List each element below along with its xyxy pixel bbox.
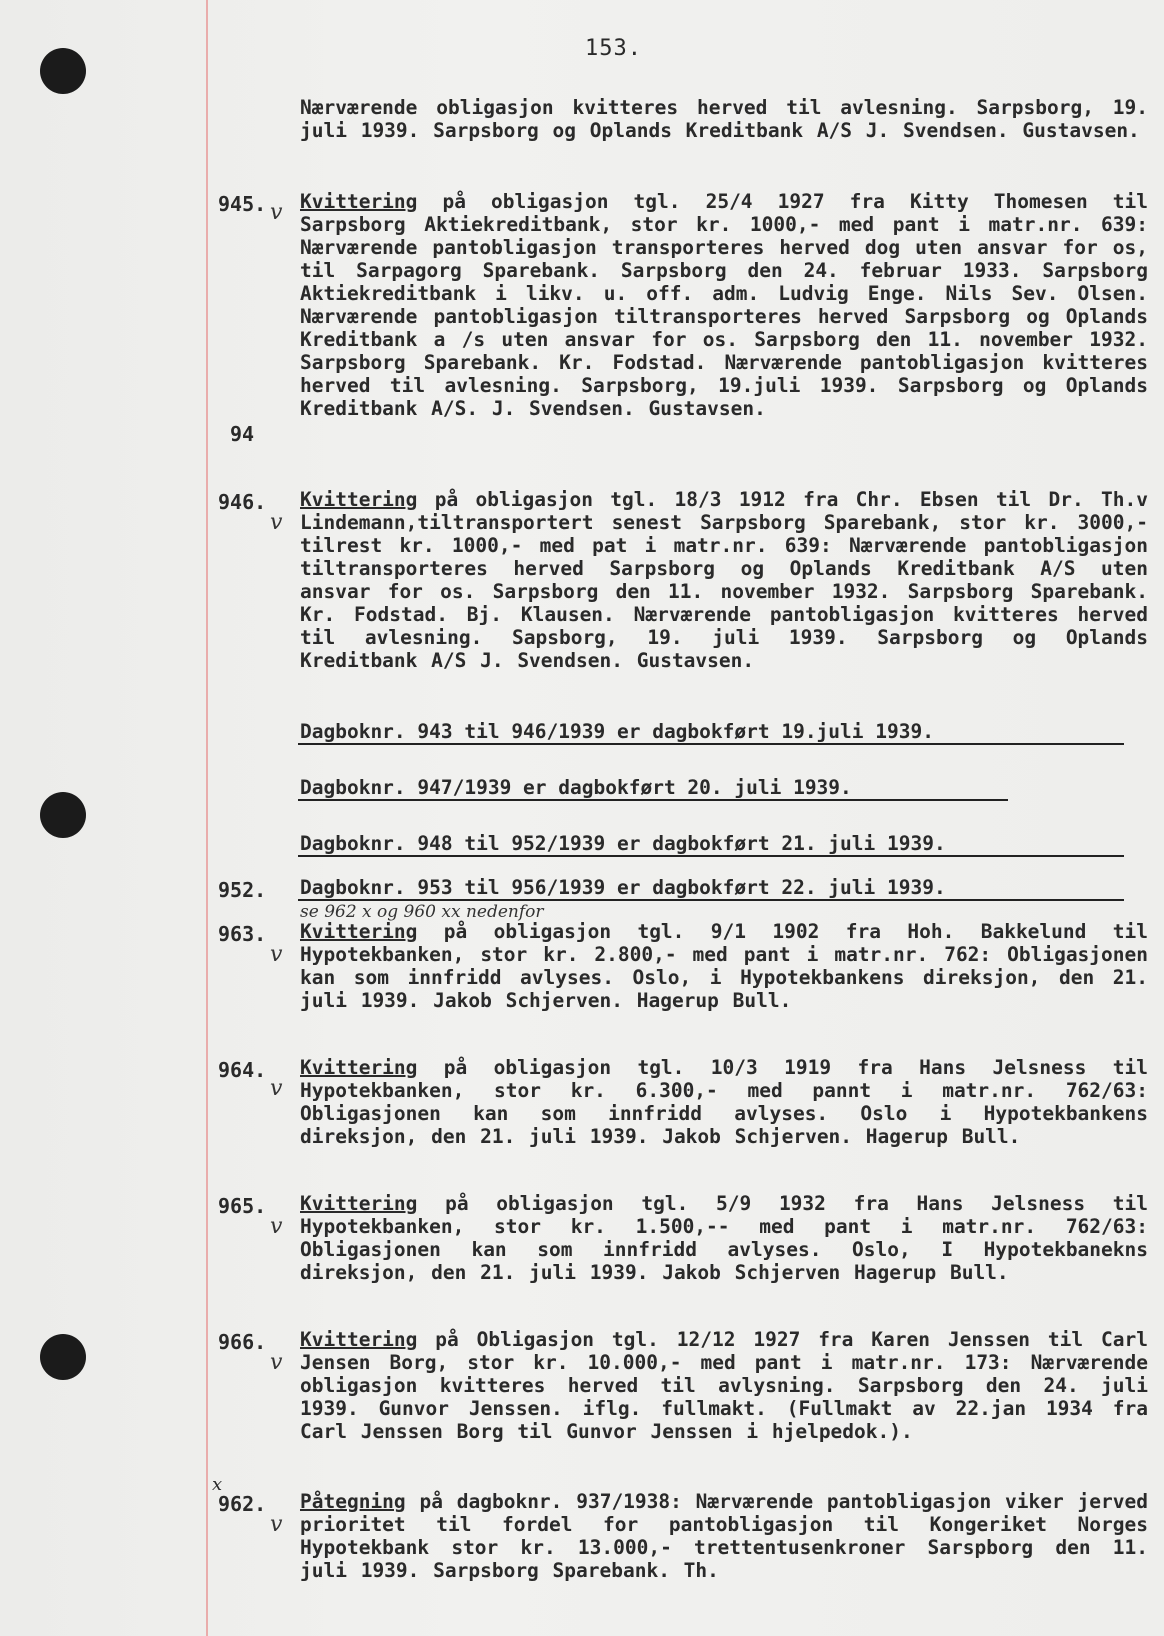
- entry-title: Kvittering: [300, 1056, 418, 1079]
- punch-hole-bottom: [40, 1334, 86, 1380]
- check-mark: v: [270, 942, 283, 967]
- register-line: Dagboknr. 948 til 952/1939 er dagbokført 21. juli 1939.: [300, 832, 946, 855]
- register-line: Dagboknr. 947/1939 er dagbokført 20. juli 1939.: [300, 776, 852, 799]
- entry-number: 966.: [218, 1330, 267, 1354]
- entry-number: 945.: [218, 192, 267, 216]
- check-mark: v: [270, 1512, 283, 1537]
- entry-body: på dagboknr. 937/1938: Nærværende pantobligasjon viker jerved prioritet til fordel for pantobligasjon til Kongeriket Norges Hypotekbank stor kr. 13.000,- trettentusenkroner Sarspborg den 11. juli 1939. Sarpsborg Sparebank. Th.: [300, 1490, 1148, 1582]
- check-mark: v: [270, 1214, 283, 1239]
- entry-text: [300, 1490, 1148, 1582]
- check-mark: v: [270, 510, 283, 535]
- entry-number: 963.: [218, 922, 267, 946]
- entry-body: på obligasjon tgl. 10/3 1919 fra Hans Jelsness til Hypotekbanken, stor kr. 6.300,- med pannt i matr.nr. 762/63: Obligasjonen kan som innfridd avlyses. Oslo i Hypotekbankens direksjon, den 21. juli 1939. Jakob Schjerven. Hagerup Bull.: [300, 1056, 1148, 1148]
- check-mark: v: [270, 200, 283, 225]
- entry-text: [300, 1328, 1148, 1443]
- entry-number: 964.: [218, 1058, 267, 1082]
- entry-title: Påtegning: [300, 1490, 406, 1513]
- register-line: Dagboknr. 953 til 956/1939 er dagbokført 22. juli 1939.: [300, 876, 946, 899]
- entry-text: [300, 488, 1148, 672]
- entry-number: 965.: [218, 1194, 267, 1218]
- punch-hole-middle: [40, 792, 86, 838]
- entry-body: på Obligasjon tgl. 12/12 1927 fra Karen Jenssen til Carl Jensen Borg, stor kr. 10.000,- med pant i matr.nr. 173: Nærværende obligasjon kvitteres herved til avlysning. Sarpsborg den 24. juli 1939. Gunvor Jenssen. iflg. fullmakt. (Fullmakt av 22.jan 1934 fra Carl Jenssen Borg til Gunvor Jenssen i hjelpedok.).: [300, 1328, 1148, 1443]
- underline-rule: [298, 799, 1008, 801]
- entry-title: Kvittering: [300, 1328, 418, 1351]
- margin-note: 94: [230, 422, 255, 446]
- entry-body: på obligasjon tgl. 25/4 1927 fra Kitty Thomesen til Sarpsborg Aktiekreditbank, stor kr. 1000,- med pant i matr.nr. 639: Nærværende pantobligasjon transporteres herved dog uten ansvar for os, til Sarpagorg Sparebank. Sarpsborg den 24. februar 1933. Sarpsborg Aktiekreditbank i likv. u. off. adm. Ludvig Enge. Nils Sev. Olsen. Nærværende pantobligasjon tiltransporteres herved Sarpsborg og Oplands Kreditbank a /s uten ansvar for os. Sarpsborg den 11. november 1932. Sarpsborg Sparebank. Kr. Fodstad. Nærværende pantobligasjon kvitteres herved til avlesning. Sarpsborg, 19.juli 1939. Sarpsborg og Oplands Kreditbank A/S. J. Svendsen. Gustavsen.: [300, 190, 1148, 420]
- entry-text: [300, 1056, 1148, 1148]
- check-mark: v: [270, 1350, 283, 1375]
- underline-rule: [298, 899, 1124, 901]
- x-mark: x: [212, 1474, 223, 1495]
- handwritten-note: se 962 x og 960 xx nedenfor: [300, 902, 544, 922]
- entry-text: [300, 190, 1148, 420]
- check-mark: v: [270, 1076, 283, 1101]
- register-margin-number: 952.: [218, 878, 267, 902]
- entry-body: på obligasjon tgl. 18/3 1912 fra Chr. Ebsen til Dr. Th.v Lindemann,tiltransportert senest Sarpsborg Sparebank, stor kr. 3000,- tilrest kr. 1000,- med pat i matr.nr. 639: Nærværende pantobligasjon tiltransporteres herved Sarpsborg og Oplands Kreditbank A/S uten ansvar for os. Sarpsborg den 11. november 1932. Sarpsborg Sparebank. Kr. Fodstad. Bj. Klausen. Nærværende pantobligasjon kvitteres herved til avlesning. Sapsborg, 19. juli 1939. Sarpsborg og Oplands Kreditbank A/S J. Svendsen. Gustavsen.: [300, 488, 1148, 672]
- intro-text: Nærværende obligasjon kvitteres herved til avlesning. Sarpsborg, 19. juli 1939. Sarpsborg og Oplands Kreditbank A/S J. Svendsen. Gustavsen.: [300, 96, 1148, 142]
- entry-title: Kvittering: [300, 190, 418, 213]
- punch-hole-top: [40, 48, 86, 94]
- entry-body: på obligasjon tgl. 5/9 1932 fra Hans Jelsness til Hypotekbanken, stor kr. 1.500,-- med pant i matr.nr. 762/63: Obligasjonen kan som innfridd avlyses. Oslo, I Hypotekbanekns direksjon, den 21. juli 1939. Jakob Schjerven Hagerup Bull.: [300, 1192, 1148, 1284]
- entry-title: Kvittering: [300, 1192, 418, 1215]
- underline-rule: [298, 855, 1124, 857]
- page-number: 153.: [585, 36, 642, 61]
- red-margin-line: [206, 0, 208, 1636]
- entry-number: 962.: [218, 1492, 267, 1516]
- entry-title: Kvittering: [300, 488, 418, 511]
- entry-body: på obligasjon tgl. 9/1 1902 fra Hoh. Bakkelund til Hypotekbanken, stor kr. 2.800,- med pant i matr.nr. 762: Obligasjonen kan som innfridd avlyses. Oslo, i Hypotekbankens direksjon, den 21. juli 1939. Jakob Schjerven. Hagerup Bull.: [300, 920, 1148, 1012]
- entry-text: [300, 920, 1148, 1012]
- register-line: Dagboknr. 943 til 946/1939 er dagbokført 19.juli 1939.: [300, 720, 934, 743]
- underline-rule: [298, 743, 1124, 745]
- entry-title: Kvittering: [300, 920, 418, 943]
- entry-text: [300, 1192, 1148, 1284]
- entry-number: 946.: [218, 490, 267, 514]
